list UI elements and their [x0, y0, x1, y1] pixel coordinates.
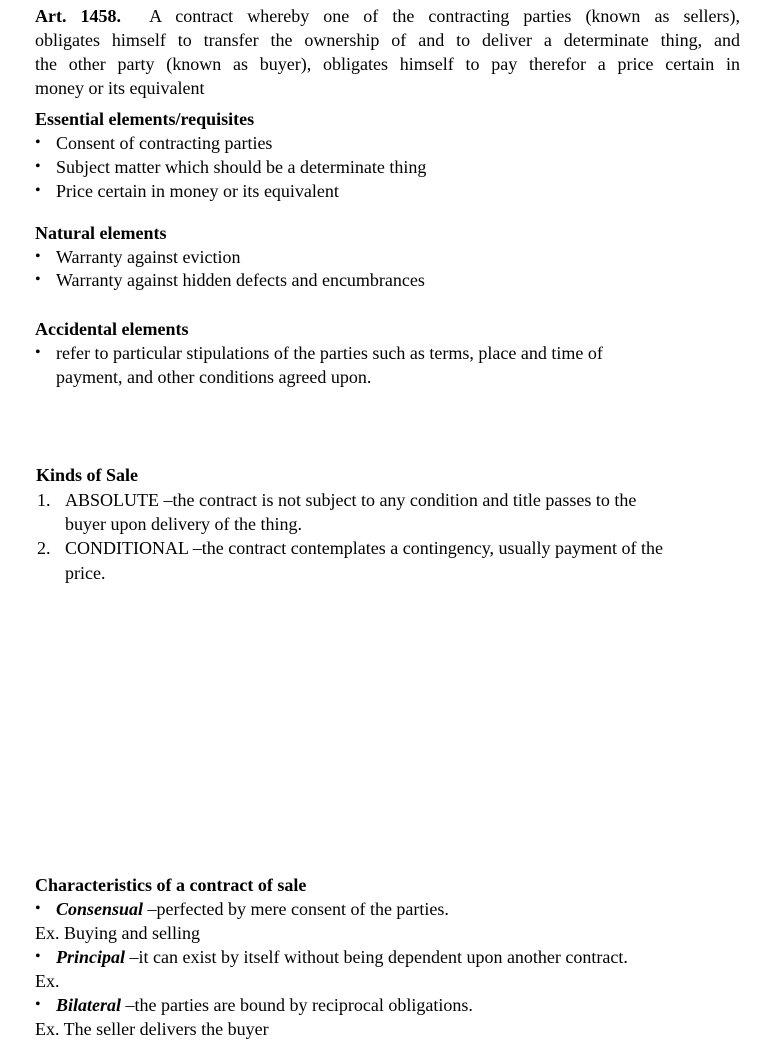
essential-heading: Essential elements/requisites [35, 109, 255, 129]
characteristic-item [56, 897, 449, 921]
characteristic-example: Ex. [35, 971, 60, 991]
characteristic-example: Ex. The seller delivers the buyer [35, 1019, 269, 1039]
kind-conditional-line-2: price. [65, 563, 106, 583]
essential-item: Subject matter which should be a determinate thing [56, 157, 427, 177]
bullet-icon: • [35, 996, 41, 1013]
characteristic-term: Consensual [56, 899, 144, 919]
bullet-icon: • [35, 948, 41, 965]
characteristic-desc: –it can exist by itself without being dependent upon another contract. [125, 947, 628, 967]
characteristic-desc: –the parties are bound by reciprocal obligations. [121, 995, 473, 1015]
article-line-1 [35, 4, 740, 28]
characteristic-example: Ex. Buying and selling [35, 923, 200, 943]
bullet-icon: • [35, 344, 41, 361]
essential-item: Price certain in money or its equivalent [56, 181, 339, 201]
natural-heading: Natural elements [35, 223, 167, 243]
bullet-icon: • [35, 248, 41, 265]
article-text-1: A contract whereby one of the contracting parties (known as sellers), [149, 6, 741, 26]
essential-item: Consent of contracting parties [56, 133, 273, 153]
accidental-text-2: payment, and other conditions agreed upon. [56, 367, 372, 387]
bullet-icon: • [35, 271, 41, 288]
kind-absolute-line-1: ABSOLUTE –the contract is not subject to any condition and title passes to the [65, 490, 637, 510]
accidental-text-1: refer to particular stipulations of the parties such as terms, place and time of [56, 343, 603, 363]
characteristic-term: Bilateral [56, 995, 122, 1015]
characteristic-desc: –perfected by mere consent of the parties. [143, 899, 449, 919]
accidental-heading: Accidental elements [35, 319, 189, 339]
kind-conditional-line-1: CONDITIONAL –the contract contemplates a contingency, usually payment of the [65, 538, 663, 558]
article-line-2: obligates himself to transfer the ownership of and to deliver a determinate thing, and [35, 30, 740, 50]
article-line-4: money or its equivalent [35, 78, 205, 98]
characteristic-item [56, 993, 473, 1017]
characteristics-heading: Characteristics of a contract of sale [35, 875, 307, 895]
bullet-icon: • [35, 158, 41, 175]
bullet-icon: • [35, 900, 41, 917]
kinds-heading: Kinds of Sale [36, 465, 139, 485]
article-label: Art. 1458. [35, 6, 122, 26]
characteristic-item [56, 945, 628, 969]
bullet-icon: • [35, 134, 41, 151]
list-number: 1. [37, 490, 51, 510]
bullet-icon: • [35, 182, 41, 199]
natural-item: Warranty against hidden defects and encumbrances [56, 270, 425, 290]
natural-item: Warranty against eviction [56, 247, 241, 267]
characteristic-term: Principal [56, 947, 126, 967]
article-line-3: the other party (known as buyer), obligates himself to pay therefor a price certain in [35, 54, 740, 74]
list-number: 2. [37, 538, 51, 558]
kind-absolute-line-2: buyer upon delivery of the thing. [65, 514, 302, 534]
